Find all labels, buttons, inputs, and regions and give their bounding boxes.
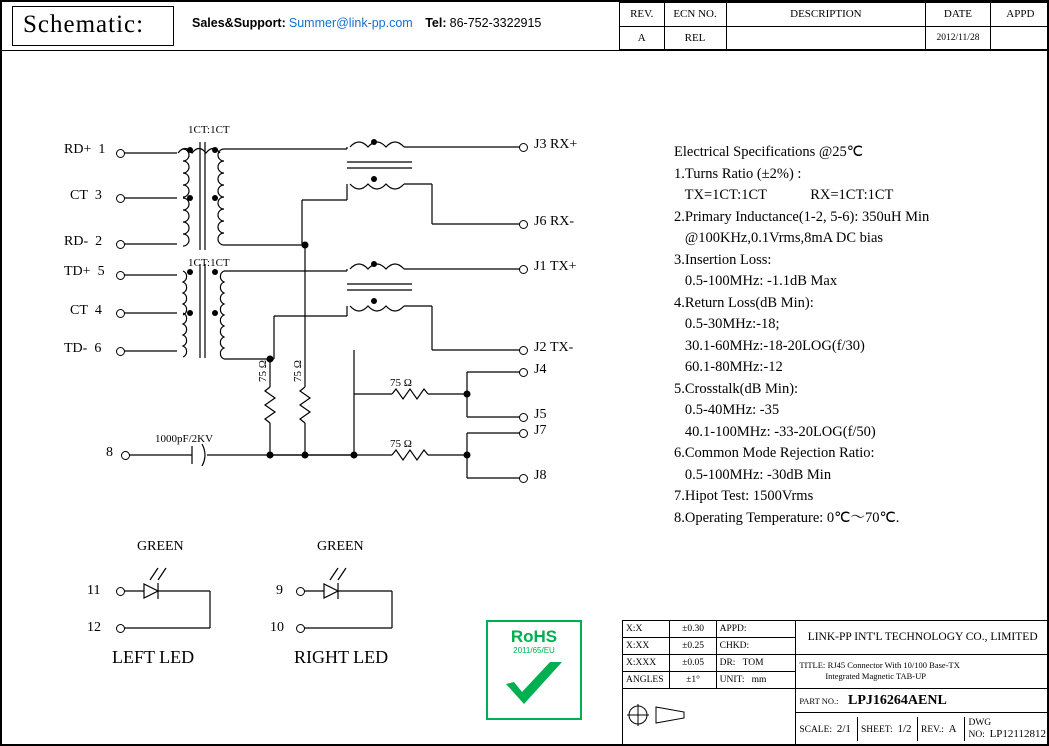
pin-label-j3: J3 RX+ — [534, 137, 578, 152]
table-header-row — [620, 3, 1049, 27]
tb-row-1 — [623, 621, 1049, 638]
sheet-field: SHEET: 1/2 — [858, 717, 918, 741]
first-angle-projection-icon — [626, 704, 692, 726]
resistor-label-1: 75 Ω — [257, 360, 269, 382]
resistor-label-3: 75 Ω — [390, 377, 412, 389]
spec-line: @100KHz,0.1Vrms,8mA DC bias — [674, 230, 884, 246]
tb-row-5 — [623, 688, 1049, 713]
rohs-badge — [486, 620, 582, 720]
tol-val-1: ±0.30 — [670, 621, 716, 638]
turns-ratio-bottom: 1CT:1CT — [188, 257, 230, 269]
tol-dim-4: ANGLES — [623, 671, 670, 688]
terminal-j8 — [519, 474, 528, 483]
pin-label-ct3: CT 3 — [70, 188, 102, 203]
polarity-dots — [187, 139, 471, 459]
rev-field: REV.: A — [918, 717, 965, 741]
tol-val-3: ±0.05 — [670, 654, 716, 671]
turns-ratio-top: 1CT:1CT — [188, 124, 230, 136]
spec-line: 0.5-40MHz: -35 — [674, 402, 780, 418]
resistor-label-2: 75 Ω — [292, 360, 304, 382]
spec-line: 6.Common Mode Rejection Ratio: — [674, 445, 875, 461]
spec-line: 5.Crosstalk(dB Min): — [674, 380, 799, 397]
cell-rev: A — [620, 26, 665, 50]
specs-title: Electrical Specifications @25℃ — [674, 144, 864, 160]
tol-val-2: ±0.25 — [670, 637, 716, 654]
pin-label-j5: J5 — [534, 407, 547, 422]
tel-label: Tel: — [425, 16, 447, 30]
tol-dim-1: X:X — [623, 621, 670, 638]
terminal-j5 — [519, 413, 528, 422]
table-row — [620, 26, 1049, 50]
terminal-td-minus — [116, 347, 125, 356]
schematic-title-box — [12, 6, 174, 46]
led-pin-10: 10 — [270, 620, 284, 635]
pin-label-ct4: CT 4 — [70, 303, 102, 318]
spec-line: 0.5-30MHz:-18; — [674, 316, 780, 332]
spec-line: TX=1CT:1CT RX=1CT:1CT — [674, 187, 894, 203]
terminal-rd-plus — [116, 149, 125, 158]
spec-line: 0.5-100MHz: -30dB Min — [674, 466, 832, 483]
terminal-j7 — [519, 429, 528, 438]
scale-field: SCALE: 2/1 — [796, 717, 857, 741]
terminal-led9 — [296, 587, 305, 596]
spec-line: 1.Turns Ratio (±2%) : — [674, 165, 802, 182]
pin-label-j6: J6 RX- — [534, 214, 575, 229]
capacitor-label: 1000pF/2KV — [155, 433, 214, 445]
col-appd: APPD — [990, 3, 1049, 27]
col-ecn: ECN NO. — [664, 3, 726, 27]
pin-label-j2: J2 TX- — [534, 340, 574, 355]
electrical-specifications — [674, 142, 1046, 529]
sales-support-label: Sales&Support: — [192, 16, 286, 30]
terminal-led11 — [116, 587, 125, 596]
spec-line: 0.5-100MHz: -1.1dB Max — [674, 273, 838, 289]
terminal-td-plus — [116, 271, 125, 280]
unit-field: UNIT: mm — [716, 671, 796, 688]
spec-line: 8.Operating Temperature: 0℃～70℃. — [674, 509, 900, 526]
spec-line: 2.Primary Inductance(1-2, 5-6): 350uH Min — [674, 208, 930, 225]
rohs-label: RoHS — [510, 627, 558, 646]
terminal-j3 — [519, 143, 528, 152]
resistor-label-4: 75 Ω — [390, 438, 412, 450]
terminal-rd-minus — [116, 240, 125, 249]
cell-ecn: REL — [664, 26, 726, 50]
rohs-directive: 2011/65/EU — [513, 646, 555, 655]
tol-dim-3: X:XXX — [623, 654, 670, 671]
dr-field: DR: TOM — [716, 654, 796, 671]
tb-row-3 — [623, 654, 1049, 671]
projection-symbol-cell — [623, 688, 796, 745]
led-color-left: GREEN — [137, 539, 184, 554]
led-color-right: GREEN — [317, 539, 364, 554]
check-mark-icon — [502, 658, 566, 710]
col-rev: REV. — [620, 3, 665, 27]
tel-value: 86-752-3322915 — [449, 16, 542, 30]
pin-label-j1: J1 TX+ — [534, 259, 577, 274]
spec-line: 60.1-80MHz:-12 — [674, 359, 783, 375]
cell-appd — [990, 26, 1049, 50]
spec-line: 4.Return Loss(dB Min): — [674, 294, 814, 311]
chkd-field: CHKD: — [716, 637, 796, 654]
terminal-j1 — [519, 265, 528, 274]
spec-line: 3.Insertion Loss: — [674, 251, 772, 268]
terminal-j6 — [519, 220, 528, 229]
pin-label-td-plus: TD+ 5 — [64, 264, 105, 279]
title-block — [622, 620, 1049, 746]
tol-dim-2: X:XX — [623, 637, 670, 654]
terminal-pin8 — [121, 451, 130, 460]
pin-label-td-minus: TD- 6 — [64, 341, 102, 356]
pin-label-j4: J4 — [534, 362, 547, 377]
company-name: LINK-PP INT'L TECHNOLOGY CO., LIMITED — [796, 621, 1049, 655]
partno-cell: PART NO.: LPJ16264AENL — [796, 688, 1049, 713]
pin-label-rd-plus: RD+ 1 — [64, 142, 106, 157]
terminal-j4 — [519, 368, 528, 377]
pin-label-rd-minus: RD- 2 — [64, 234, 103, 249]
appd-field: APPD: — [716, 621, 796, 638]
terminal-led12 — [116, 624, 125, 633]
col-date: DATE — [926, 3, 991, 27]
terminal-led10 — [296, 624, 305, 633]
cell-date: 2012/11/28 — [926, 26, 991, 50]
spec-line: 7.Hipot Test: 1500Vrms — [674, 488, 814, 504]
spec-line: 30.1-60MHz:-18-20LOG(f/30) — [674, 337, 865, 354]
contact-info — [192, 16, 541, 31]
led-pin-9: 9 — [276, 583, 283, 598]
cell-description — [726, 26, 926, 50]
drawing-title: TITLE: RJ45 Connector With 10/100 Base-TX Integrated Magnetic TAB-UP — [796, 654, 1049, 688]
pin-label-8: 8 — [106, 445, 113, 460]
terminal-ct4 — [116, 309, 125, 318]
email-link[interactable]: Summer@link-pp.com — [288, 16, 413, 30]
left-led-caption: LEFT LED — [112, 647, 195, 667]
revision-table — [619, 2, 1049, 50]
led-pin-12: 12 — [87, 620, 101, 635]
tol-val-4: ±1° — [670, 671, 716, 688]
terminal-ct3 — [116, 194, 125, 203]
dwg-field: DWG NO: LP12112812 — [968, 718, 1047, 741]
led-pin-11: 11 — [87, 583, 101, 598]
right-led-caption: RIGHT LED — [294, 647, 389, 667]
terminal-j2 — [519, 346, 528, 355]
bottom-meta-cell — [796, 713, 1049, 746]
pin-label-j7: J7 — [534, 423, 547, 438]
page-title: Schematic: — [23, 11, 145, 38]
spec-line: 40.1-100MHz: -33-20LOG(f/50) — [674, 423, 876, 440]
pin-label-j8: J8 — [534, 468, 547, 483]
col-description: DESCRIPTION — [726, 3, 926, 27]
